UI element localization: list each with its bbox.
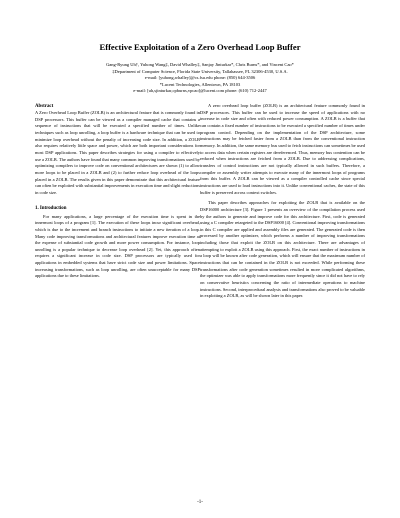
- left-column: [35, 103, 200, 280]
- abstract-heading: Abstract: [35, 104, 54, 109]
- right-column: [200, 103, 365, 300]
- paper-title: Effective Exploitation of a Zero Overhead Loop Buffer: [99, 42, 301, 52]
- page-number: -1-: [197, 500, 203, 505]
- affiliation-fsu: ‡Department of Computer Science, Florida State University, Tallahassee, FL 32306-4530, U.S.A.: [112, 68, 288, 74]
- introduction-heading: 1. Introduction: [35, 205, 67, 211]
- approach-paragraph: This paper describes approaches for exploiting the ZOLB that is available on the DSP16000 architecture [3]. Figure 1 presents an overview of the compilation process used by the authors to generate and improve code for this architecture. First, code is generated using a C compiler retargeted to the DSP16000 [4]. Conventional improving transformations in this C compiler are applied and assembly files are generated. The generated code is then processed by another optimizer, which performs a number of improving transformations including those that exploit the ZOLB on this architecture. There are advantages of attempting to exploit a ZOLB using this approach. First, the exact number of instructions in a loop will be known after code generation, which will ensure that the maximum number of instructions that can be contained in the ZOLB is not exceeded. While performing these transformations after code generation sometimes resulted in more complicated algorithms, the optimizer was able to apply transformations more frequently since it did not have to rely on conservative heuristics concerning the ratio of intermediate operations to machine instructions. Second, interprocedural analysis and transformations also proved to be valuable in exploiting a ZOLB, as will be shown later in this paper.: [200, 200, 365, 299]
- author-list: Gang-Ryung Uh†, Yuhong Wang‡, David Whalley‡, Sanjay Jinturkar*, Chris Burns*, and Vincent Cao*: [106, 62, 294, 67]
- abstract-text: A Zero Overhead Loop Buffer (ZOLB) is an architectural feature that is commonly found in DSP processors. This buffer can be viewed as a compiler managed cache that contains a sequence of instructions that will be executed a specified number of times. Unlike techniques such as loop unrolling, a loop buffer is a hardware technique that can be used to minimize loop overhead without the penalty of increasing code size. In addition, a ZOLB also requires relatively little space and power, which are both important considerations for most DSP applications. This paper describes strategies for using a compiler to effectively use a ZOLB. The authors have found that many common improving transformations used by optimizing compilers to improve code on conventional architectures are shown (1) to allow more loops to be placed in a ZOLB and (2) to further reduce loop overhead of the loops placed in a ZOLB. The results given in this paper demonstrate that this architectural feature can often be exploited with substantial improvements in execution time and slight reductions in code size.: [35, 110, 200, 195]
- affiliation-lucent: *Lucent Technologies, Allentown, PA 18103: [159, 81, 241, 87]
- contact-fsu: e-mail: [yuhong,whalley]@cs.fsu.edu phone: (850) 644-3506: [144, 75, 256, 80]
- introduction-text: For many applications, a large percentage of the execution time is spent in the innermost loops of a program [1]. The execution of these loops incur significant overhead, which is due to the increment and branch instructions to initiate a new iteration of a loop. Many code improving transformations and architectural features improve execution time at the expense of substantial code growth and more power consumption. For instance, loop unrolling is a popular technique to decrease loop overhead [2]. Yet, this approach often requires a significant increase in code size. DSP processors are typically used for applications in embedded systems that have strict code size and power limitations. Space increasing transformations, such as loop unrolling, are often unacceptable for many DSP applications due to these limitations.: [35, 213, 200, 279]
- contact-lucent: e-mail: [uh,sjinturkar,cpburns,vpcao]@lucent.com phone: (610) 712-2447: [133, 88, 267, 93]
- zolb-description-paragraph: A zero overhead loop buffer (ZOLB) is an architectural feature commonly found in DSP processors. This buffer can be used to increase the speed of applications with no increase in code size and often with reduced power consumption. A ZOLB is a buffer that can contain a fixed number of instructions to be executed a specified number of times under program control. Depending on the implementation of the DSP architecture, some instructions may be fetched faster from a ZOLB than from the conventional instruction memory. In addition, the same memory bus used to fetch instructions can sometimes be used to access data when certain registers are dereferenced. Thus, memory bus contention can be reduced when instructions are fetched from a ZOLB. Due to addressing complications, transfers of control instructions are not typically allowed in such buffers. Therefore, a compiler or assembly writer attempts to execute many of the innermost loops of programs from this buffer. A ZOLB can be viewed as a compiler controlled cache since special instructions are used to load instructions into it. Unlike conventional caches, the state of this buffer is preserved across context switches.: [200, 103, 365, 195]
